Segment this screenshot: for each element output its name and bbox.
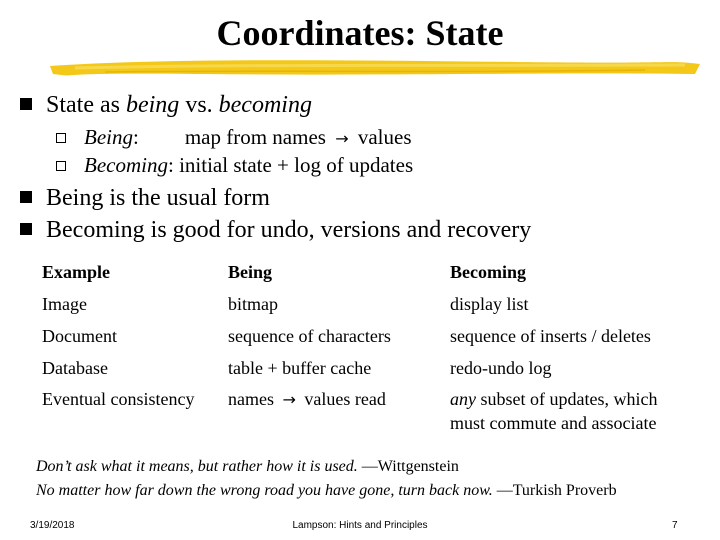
table-cell: display list (450, 294, 529, 314)
table-cell: Eventual consistency (42, 389, 195, 409)
square-bullet-icon (20, 98, 32, 110)
table-header: Being (228, 262, 273, 282)
square-bullet-icon (20, 191, 32, 203)
table-cell: sequence of inserts / deletes (450, 326, 651, 346)
hollow-square-bullet-icon (56, 133, 66, 143)
table-cell: any subset of updates, which (450, 389, 658, 409)
subbullet-becoming: Becoming: initial state + log of updates (56, 153, 413, 178)
table-cell: must commute and associate (450, 413, 657, 433)
footer-date: 3/19/2018 (30, 520, 75, 531)
square-bullet-icon (20, 223, 32, 235)
table-cell: table + buffer cache (228, 358, 372, 378)
table-cell: redo-undo log (450, 358, 552, 378)
subbullet-being: Being: map from names → values (56, 125, 412, 150)
table-cell: sequence of characters (228, 326, 391, 346)
title-highlight-stroke (45, 52, 705, 82)
right-arrow-icon: → (282, 390, 296, 409)
quote-turkish-proverb: No matter how far down the wrong road you have gone, turn back now. —Turkish Proverb (36, 482, 617, 499)
page-number: 7 (672, 520, 678, 531)
quote-wittgenstein: Don’t ask what it means, but rather how it is used. —Wittgenstein (36, 458, 459, 475)
bullet-state: State as being vs. becoming (20, 92, 312, 119)
bullet-becoming-good: Becoming is good for undo, versions and recovery (20, 217, 531, 244)
footer-center-text: Lampson: Hints and Principles (292, 520, 428, 531)
table-cell: Image (42, 294, 87, 314)
hollow-square-bullet-icon (56, 161, 66, 171)
table-cell: Database (42, 358, 108, 378)
slide-title: Coordinates: State (216, 13, 504, 53)
table-cell: Document (42, 326, 117, 346)
table-cell: bitmap (228, 294, 278, 314)
table-cell: names → values read (228, 389, 386, 409)
right-arrow-icon: → (335, 129, 349, 148)
table-header: Example (42, 262, 111, 282)
table-header: Becoming (450, 262, 526, 282)
bullet-being-usual: Being is the usual form (20, 185, 270, 212)
